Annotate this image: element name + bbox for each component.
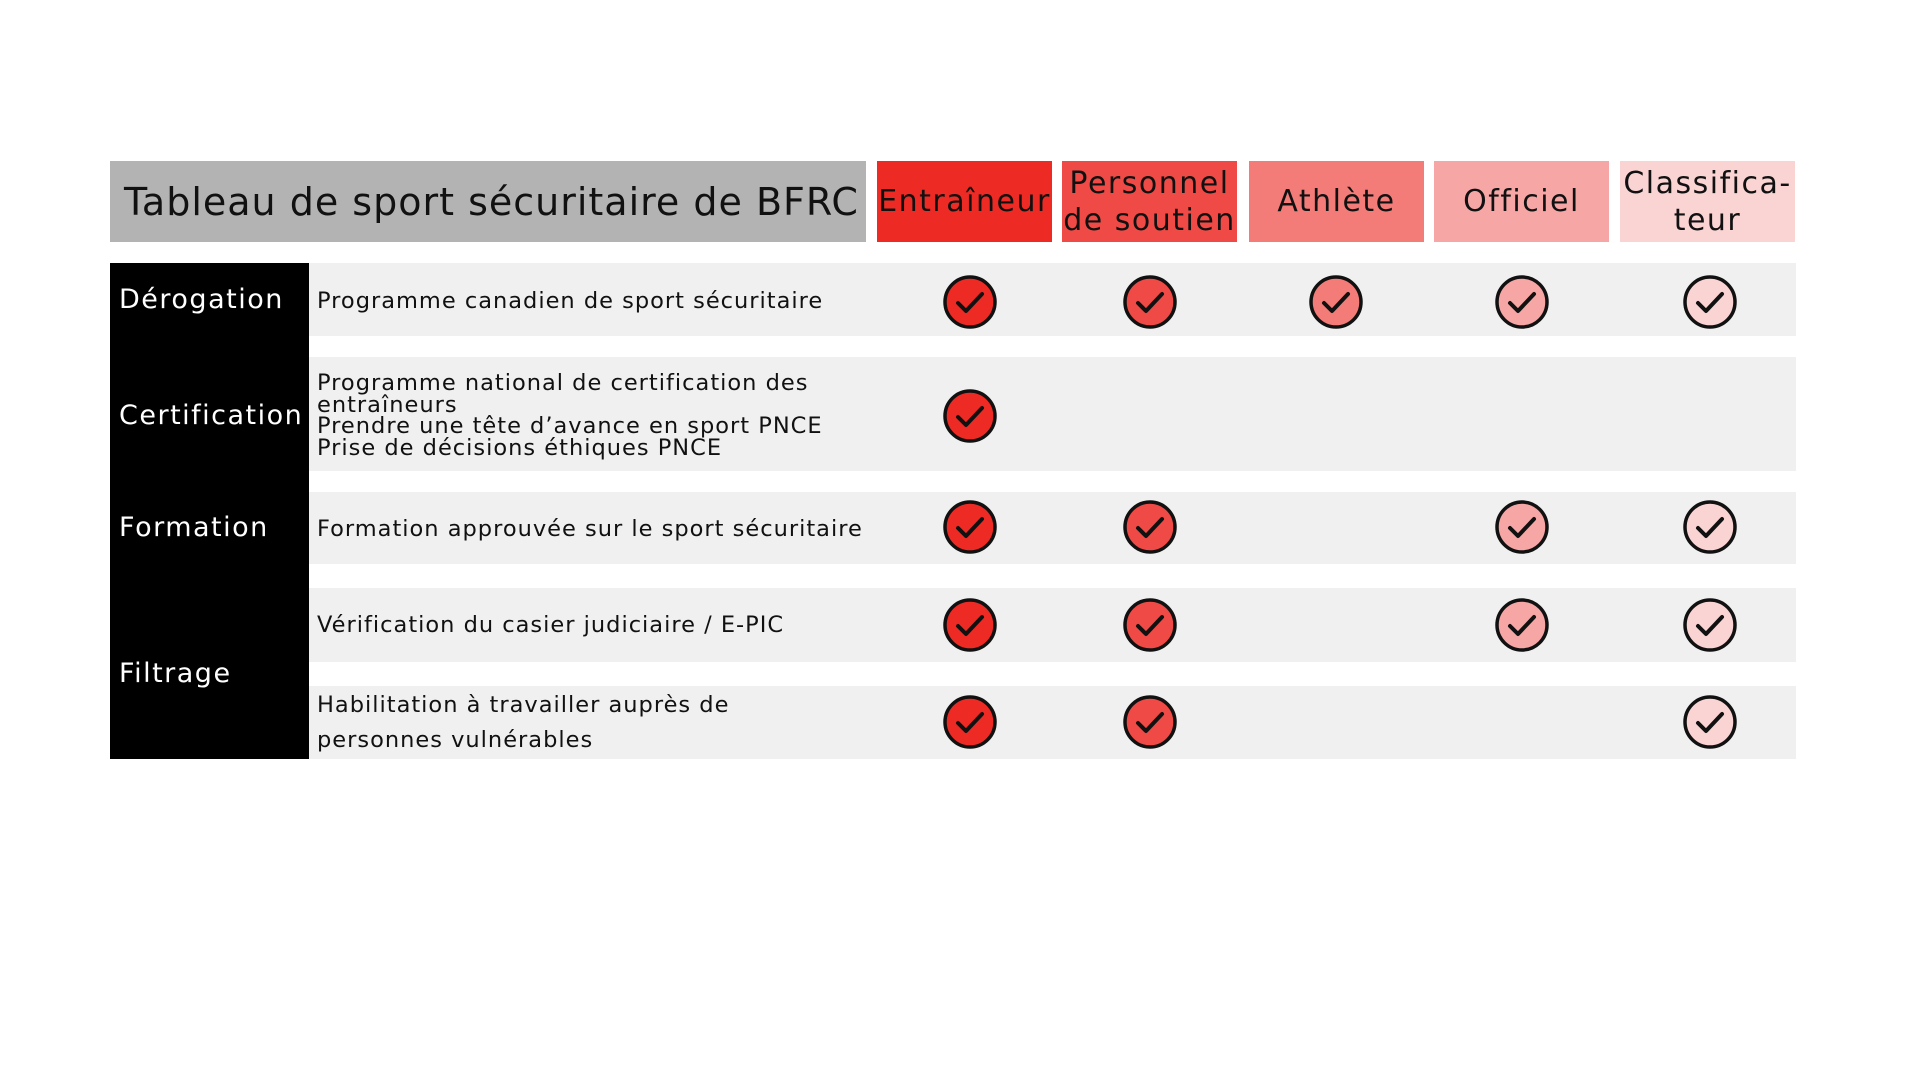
column-header-classificateur	[1620, 161, 1795, 242]
column-header-officiel	[1434, 161, 1609, 242]
check-circle-icon	[1122, 274, 1178, 330]
category-formation: Formation	[119, 512, 269, 543]
item-certification-list	[317, 370, 823, 461]
row-divider	[866, 662, 1796, 686]
check-circle-icon	[1494, 274, 1550, 330]
column-header-label: Officiel	[1463, 184, 1580, 219]
category-certification: Certification	[119, 400, 304, 431]
check-circle-icon	[1122, 597, 1178, 653]
item-verification-casier	[317, 612, 784, 638]
column-header-label: Athlète	[1277, 184, 1396, 219]
title-text: Tableau de sport sécuritaire de BFRC	[124, 179, 859, 224]
check-circle-icon	[942, 388, 998, 444]
category-derogation: Dérogation	[119, 284, 284, 315]
item-text: Prendre une tête d’avance en sport PNCE	[317, 413, 823, 439]
table-title	[110, 161, 866, 242]
column-header-line: Classifica-	[1623, 165, 1792, 201]
column-header-line: Personnel	[1069, 165, 1230, 201]
item-text: entraîneurs	[317, 391, 458, 418]
item-programme-canadien	[317, 288, 823, 314]
item-text: Formation approuvée sur le sport sécuritaire	[317, 516, 863, 542]
column-header-label	[1063, 165, 1236, 239]
check-circle-icon	[942, 499, 998, 555]
check-circle-icon	[942, 597, 998, 653]
column-header-entraineur	[877, 161, 1052, 242]
item-formation-approuvee	[317, 516, 863, 542]
check-circle-icon	[1494, 597, 1550, 653]
column-header-label: Entraîneur	[878, 184, 1051, 219]
item-text: Prise de décisions éthiques PNCE	[317, 434, 723, 461]
check-circle-icon	[1494, 499, 1550, 555]
category-filtrage: Filtrage	[119, 658, 232, 689]
check-circle-icon	[1682, 499, 1738, 555]
item-text: Vérification du casier judiciaire / E-PIC	[317, 612, 785, 638]
item-text: Programme canadien de sport sécuritaire	[317, 288, 824, 314]
column-header-label	[1623, 165, 1791, 239]
column-header-line: teur	[1673, 202, 1742, 238]
column-header-line: de soutien	[1063, 202, 1236, 238]
item-text: Habilitation à travailler auprès de	[317, 692, 730, 718]
column-header-athlete	[1249, 161, 1424, 242]
check-circle-icon	[942, 694, 998, 750]
check-circle-icon	[1122, 694, 1178, 750]
item-habilitation	[317, 688, 729, 758]
check-circle-icon	[1122, 499, 1178, 555]
check-circle-icon	[942, 274, 998, 330]
check-circle-icon	[1682, 274, 1738, 330]
item-text: personnes vulnérables	[317, 727, 594, 753]
check-circle-icon	[1308, 274, 1364, 330]
item-text: Programme national de certification des	[317, 370, 809, 396]
check-circle-icon	[1682, 597, 1738, 653]
check-circle-icon	[1682, 694, 1738, 750]
column-header-personnel	[1062, 161, 1237, 242]
